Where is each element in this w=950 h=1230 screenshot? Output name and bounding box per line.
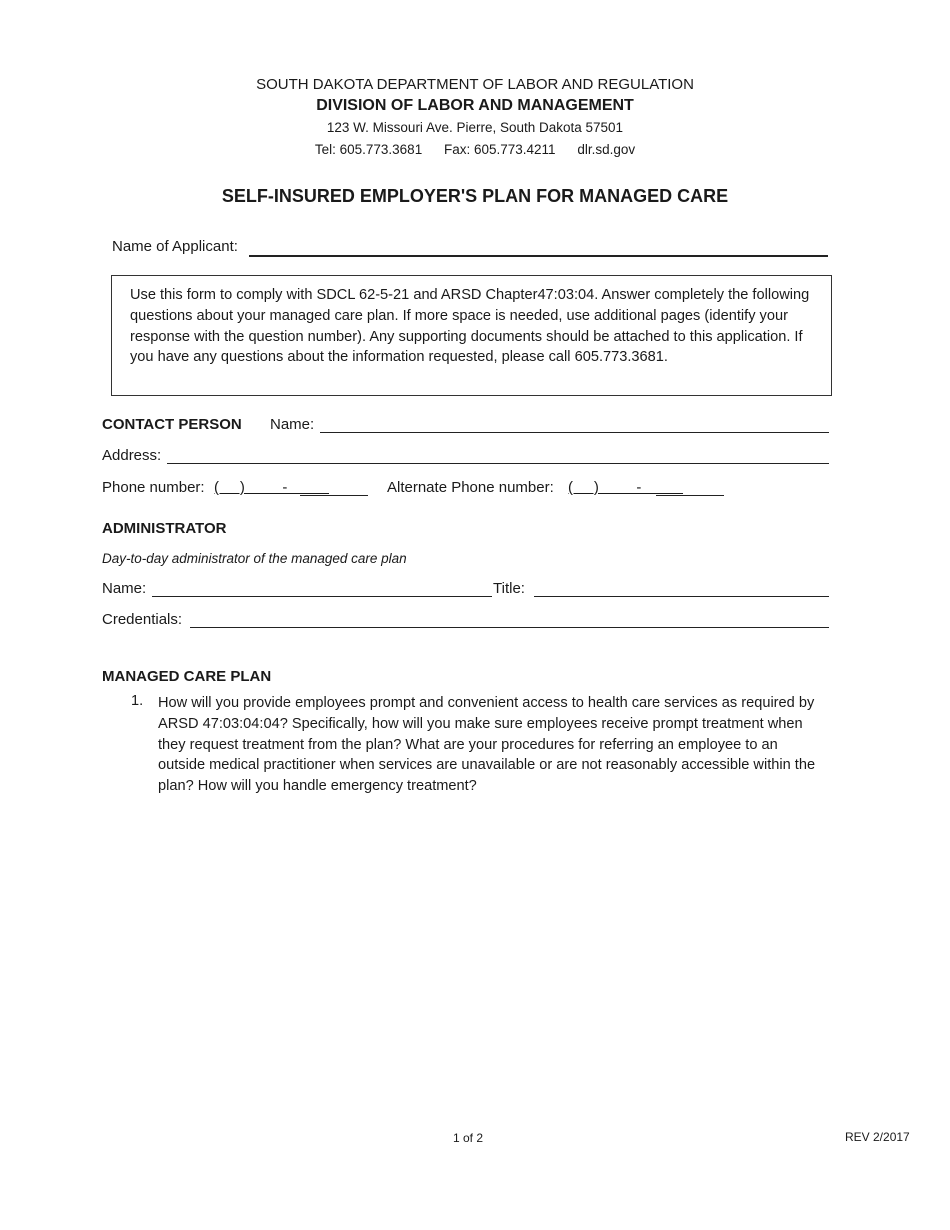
contact-address-label: Address:: [102, 447, 162, 464]
contact-line: [0, 142, 950, 157]
division-name: DIVISION OF LABOR AND MANAGEMENT: [316, 97, 634, 114]
credentials-field[interactable]: [190, 627, 829, 628]
phone-field[interactable]: ( ) -: [214, 479, 330, 496]
administrator-heading: ADMINISTRATOR: [102, 520, 227, 537]
department-name: SOUTH DAKOTA DEPARTMENT OF LABOR AND REGULATION: [256, 76, 694, 93]
credentials-label: Credentials:: [102, 611, 183, 628]
website: dlr.sd.gov: [577, 142, 636, 157]
telephone: Tel: 605.773.3681: [314, 142, 423, 157]
question-text: How will you provide employees prompt and convenient access to health care services as required by ARSD 47:03:04:04? Specifically, how will you make sure employees receive prompt treatment when they request treatment from the plan? What are your procedures for referring an employee to an outside medical practitioner when services are unavailable or are not reasonably accessible within the plan? How will you handle emergency treatment?: [158, 695, 816, 795]
page-number: 1 of 2: [453, 1131, 484, 1145]
contact-name-field[interactable]: [320, 432, 829, 433]
form-title: SELF-INSURED EMPLOYER'S PLAN FOR MANAGED CARE: [221, 186, 729, 206]
question-number: 1.: [131, 693, 144, 709]
alt-phone-field-underline: [656, 495, 724, 496]
revision-label: REV 2/2017: [845, 1130, 910, 1144]
administrator-note: Day-to-day administrator of the managed care plan: [102, 551, 407, 566]
alt-phone-field[interactable]: ( ) -: [568, 479, 684, 496]
applicant-name-label: Name of Applicant:: [112, 238, 238, 255]
administrator-name-field[interactable]: [152, 596, 492, 597]
applicant-name-field[interactable]: [249, 255, 828, 257]
administrator-name-label: Name:: [102, 580, 147, 597]
phone-label: Phone number:: [102, 479, 205, 496]
instructions-box: Use this form to comply with SDCL 62-5-21 and ARSD Chapter47:03:04. Answer completely the following questions about your managed care plan. If more space is needed, use additional pages (identify your response with the question number). Any supporting documents should be attached to this application. If you have any questions about the information requested, please call 605.773.3681.: [111, 275, 832, 396]
alt-phone-label: Alternate Phone number:: [387, 479, 554, 496]
contact-person-heading: CONTACT PERSON: [102, 416, 242, 433]
fax: Fax: 605.773.4211: [443, 142, 556, 157]
office-address: 123 W. Missouri Ave. Pierre, South Dakota 57501: [326, 120, 624, 135]
managed-care-heading: MANAGED CARE PLAN: [102, 668, 272, 685]
contact-name-label: Name:: [270, 416, 315, 433]
administrator-title-label: Title:: [493, 580, 525, 597]
phone-field-underline: [300, 495, 368, 496]
administrator-title-field[interactable]: [534, 596, 829, 597]
contact-address-field[interactable]: [167, 463, 829, 464]
